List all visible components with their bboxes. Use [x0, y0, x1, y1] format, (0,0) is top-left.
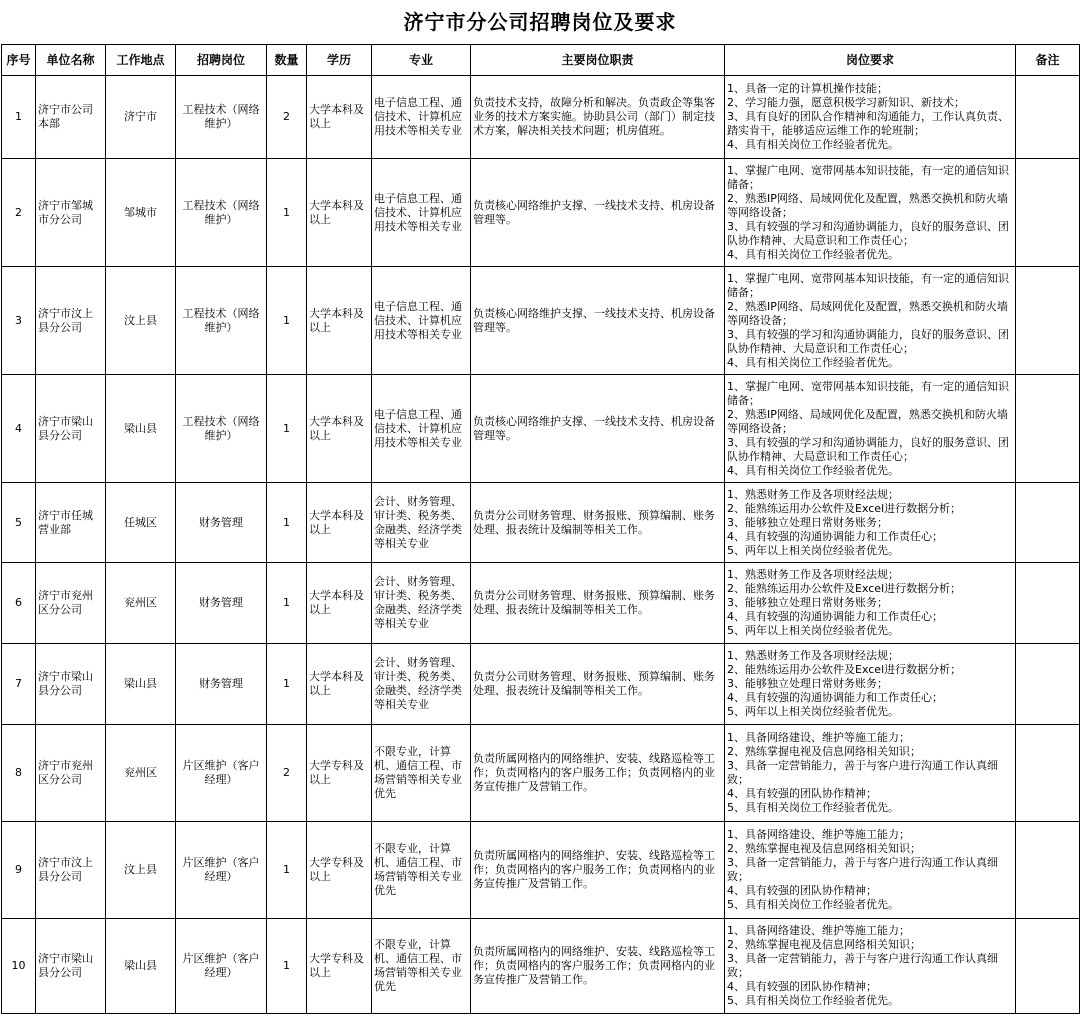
- cell-count: 1: [267, 267, 307, 375]
- cell-no: 9: [2, 822, 36, 919]
- cell-duties: 负责技术支持，故障分析和解决。负责政企等集客业务的技术方案实施。协助县公司（部门）制定技术方案，解决相关技术问题；机房值班。: [471, 76, 725, 159]
- requirement-item: 3、具有良好的团队合作精神和沟通能力，工作认真负责、踏实肯干，能够适应运维工作的轮班制；: [727, 110, 1009, 137]
- requirement-item: 5、具有相关岗位工作经验者优先。: [727, 898, 899, 911]
- cell-unit: 济宁市任城营业部: [36, 483, 106, 563]
- cell-note: [1016, 919, 1080, 1014]
- cell-major: 电子信息工程、通信技术、计算机应用技术等相关专业: [372, 267, 471, 375]
- header-major: 专业: [372, 45, 471, 76]
- cell-no: 3: [2, 267, 36, 375]
- cell-requirements: [725, 822, 1016, 919]
- cell-major: 电子信息工程、通信技术、计算机应用技术等相关专业: [372, 159, 471, 267]
- cell-location: 汶上县: [106, 267, 176, 375]
- cell-location: 梁山县: [106, 644, 176, 725]
- cell-unit: 济宁市梁山县分公司: [36, 644, 106, 725]
- cell-location: 梁山县: [106, 919, 176, 1014]
- cell-note: [1016, 76, 1080, 159]
- cell-duties: 负责核心网络维护支撑、一线技术支持、机房设备管理等。: [471, 159, 725, 267]
- cell-count: 1: [267, 919, 307, 1014]
- cell-duties: 负责分公司财务管理、财务报账、预算编制、账务处理、报表统计及编制等相关工作。: [471, 483, 725, 563]
- requirement-item: 1、掌握广电网、宽带网基本知识技能，有一定的通信知识储备；: [727, 379, 1009, 407]
- header-no: 序号: [2, 45, 36, 76]
- cell-location: 梁山县: [106, 375, 176, 483]
- requirement-item: 1、具备网络建设、维护等施工能力；: [727, 731, 910, 744]
- table-row: [2, 919, 1080, 1014]
- cell-note: [1016, 725, 1080, 822]
- cell-note: [1016, 822, 1080, 919]
- cell-requirements: [725, 375, 1016, 483]
- header-count: 数量: [267, 45, 307, 76]
- cell-education: 大学本科及以上: [307, 483, 372, 563]
- cell-education: 大学本科及以上: [307, 375, 372, 483]
- cell-location: 兖州区: [106, 563, 176, 644]
- cell-note: [1016, 483, 1080, 563]
- cell-education: 大学本科及以上: [307, 644, 372, 725]
- cell-education: 大学专科及以上: [307, 725, 372, 822]
- requirement-item: 3、具备一定营销能力，善于与客户进行沟通工作认真细致；: [727, 759, 998, 786]
- cell-major: 电子信息工程、通信技术、计算机应用技术等相关专业: [372, 375, 471, 483]
- cell-position: 财务管理: [176, 483, 267, 563]
- requirement-item: 4、具有相关岗位工作经验者优先。: [727, 138, 899, 151]
- header-education: 学历: [307, 45, 372, 76]
- requirement-item: 3、具有较强的学习和沟通协调能力，良好的服务意识、团队协作精神、大局意识和工作责任心；: [727, 435, 1009, 463]
- cell-count: 1: [267, 822, 307, 919]
- cell-duties: 负责核心网络维护支撑、一线技术支持、机房设备管理等。: [471, 267, 725, 375]
- recruitment-table: [1, 44, 1080, 1014]
- requirement-item: 2、熟悉IP网络、局域网优化及配置，熟悉交换机和防火墙等网络设备；: [727, 407, 1008, 435]
- header-requirements: 岗位要求: [725, 45, 1016, 76]
- cell-unit: 济宁市邹城市分公司: [36, 159, 106, 267]
- cell-note: [1016, 159, 1080, 267]
- cell-education: 大学本科及以上: [307, 563, 372, 644]
- requirement-item: 3、能够独立处理日常财务账务；: [727, 515, 888, 529]
- requirement-item: 3、具备一定营销能力，善于与客户进行沟通工作认真细致；: [727, 952, 998, 979]
- header-duties: 主要岗位职责: [471, 45, 725, 76]
- cell-no: 10: [2, 919, 36, 1014]
- requirement-item: 4、具有较强的沟通协调能力和工作责任心；: [727, 610, 943, 623]
- cell-location: 济宁市: [106, 76, 176, 159]
- requirement-item: 4、具有较强的团队协作精神；: [727, 884, 877, 897]
- cell-count: 1: [267, 159, 307, 267]
- requirement-item: 4、具有较强的团队协作精神；: [727, 980, 877, 993]
- cell-position: 工程技术（网络维护）: [176, 267, 267, 375]
- cell-count: 1: [267, 563, 307, 644]
- requirement-item: 5、两年以上相关岗位经验者优先。: [727, 624, 899, 637]
- requirement-item: 3、具备一定营销能力，善于与客户进行沟通工作认真细致；: [727, 856, 998, 883]
- cell-position: 工程技术（网络维护）: [176, 76, 267, 159]
- cell-duties: 负责所属网格内的网络维护、安装、线路巡检等工作；负责网格内的客户服务工作；负责网格内的业务宣传推广及营销工作。: [471, 822, 725, 919]
- requirement-item: 4、具有较强的沟通协调能力和工作责任心；: [727, 691, 943, 704]
- cell-count: 2: [267, 76, 307, 159]
- cell-major: 电子信息工程、通信技术、计算机应用技术等相关专业: [372, 76, 471, 159]
- cell-count: 1: [267, 375, 307, 483]
- cell-no: 7: [2, 644, 36, 725]
- cell-duties: 负责所属网格内的网络维护、安装、线路巡检等工作；负责网格内的客户服务工作；负责网格内的业务宣传推广及营销工作。: [471, 919, 725, 1014]
- cell-note: [1016, 563, 1080, 644]
- cell-requirements: [725, 644, 1016, 725]
- table-row: [2, 76, 1080, 159]
- requirement-item: 2、熟悉IP网络、局域网优化及配置，熟悉交换机和防火墙等网络设备；: [727, 191, 1008, 219]
- cell-position: 片区维护（客户经理）: [176, 725, 267, 822]
- cell-duties: 负责分公司财务管理、财务报账、预算编制、账务处理、报表统计及编制等相关工作。: [471, 563, 725, 644]
- requirement-item: 2、学习能力强，愿意积极学习新知识、新技术；: [727, 96, 965, 109]
- cell-no: 1: [2, 76, 36, 159]
- cell-position: 财务管理: [176, 563, 267, 644]
- cell-location: 兖州区: [106, 725, 176, 822]
- cell-major: 会计、财务管理、审计类、税务类、金融类、经济学类等相关专业: [372, 483, 471, 563]
- cell-no: 5: [2, 483, 36, 563]
- cell-note: [1016, 375, 1080, 483]
- cell-education: 大学专科及以上: [307, 919, 372, 1014]
- requirement-item: 5、具有相关岗位工作经验者优先。: [727, 801, 899, 814]
- cell-requirements: [725, 76, 1016, 159]
- cell-count: 1: [267, 483, 307, 563]
- requirement-item: 1、掌握广电网、宽带网基本知识技能，有一定的通信知识储备；: [727, 163, 1009, 191]
- cell-location: 汶上县: [106, 822, 176, 919]
- requirement-item: 1、熟悉财务工作及各项财经法规；: [727, 568, 899, 581]
- table-row: [2, 822, 1080, 919]
- requirement-item: 1、掌握广电网、宽带网基本知识技能，有一定的通信知识储备；: [727, 271, 1009, 299]
- cell-unit: 济宁市公司本部: [36, 76, 106, 159]
- requirement-item: 4、具有较强的团队协作精神；: [727, 787, 877, 800]
- requirement-item: 3、能够独立处理日常财务账务；: [727, 596, 888, 609]
- requirement-item: 2、熟练掌握电视及信息网络相关知识；: [727, 938, 921, 951]
- cell-unit: 济宁市梁山县分公司: [36, 919, 106, 1014]
- header-location: 工作地点: [106, 45, 176, 76]
- cell-count: 2: [267, 725, 307, 822]
- cell-count: 1: [267, 644, 307, 725]
- cell-requirements: [725, 919, 1016, 1014]
- cell-no: 6: [2, 563, 36, 644]
- requirement-item: 1、熟悉财务工作及各项财经法规；: [727, 649, 899, 662]
- header-note: 备注: [1016, 45, 1080, 76]
- cell-requirements: [725, 159, 1016, 267]
- page-title: 济宁市分公司招聘岗位及要求: [403, 10, 677, 34]
- cell-duties: 负责核心网络维护支撑、一线技术支持、机房设备管理等。: [471, 375, 725, 483]
- requirement-item: 2、能熟练运用办公软件及Excel进行数据分析；: [727, 663, 962, 676]
- cell-requirements: [725, 267, 1016, 375]
- cell-education: 大学本科及以上: [307, 267, 372, 375]
- requirement-item: 5、两年以上相关岗位经验者优先。: [727, 543, 899, 557]
- cell-position: 工程技术（网络维护）: [176, 375, 267, 483]
- header-unit: 单位名称: [36, 45, 106, 76]
- cell-requirements: [725, 725, 1016, 822]
- requirement-item: 5、两年以上相关岗位经验者优先。: [727, 705, 899, 718]
- cell-position: 工程技术（网络维护）: [176, 159, 267, 267]
- cell-duties: 负责分公司财务管理、财务报账、预算编制、账务处理、报表统计及编制等相关工作。: [471, 644, 725, 725]
- requirement-item: 2、熟悉IP网络、局域网优化及配置，熟悉交换机和防火墙等网络设备；: [727, 299, 1008, 327]
- table-row: [2, 375, 1080, 483]
- requirement-item: 4、具有相关岗位工作经验者优先。: [727, 247, 899, 261]
- cell-major: 不限专业，计算机、通信工程、市场营销等相关专业优先: [372, 919, 471, 1014]
- requirement-item: 2、熟练掌握电视及信息网络相关知识；: [727, 842, 921, 855]
- cell-requirements: [725, 483, 1016, 563]
- requirement-item: 2、能熟练运用办公软件及Excel进行数据分析；: [727, 501, 962, 515]
- requirement-item: 1、具备网络建设、维护等施工能力；: [727, 828, 910, 841]
- cell-education: 大学专科及以上: [307, 822, 372, 919]
- cell-no: 4: [2, 375, 36, 483]
- requirement-item: 1、具备一定的计算机操作技能；: [727, 82, 888, 95]
- table-row: [2, 267, 1080, 375]
- cell-position: 财务管理: [176, 644, 267, 725]
- cell-education: 大学本科及以上: [307, 159, 372, 267]
- cell-position: 片区维护（客户经理）: [176, 822, 267, 919]
- cell-note: [1016, 267, 1080, 375]
- requirement-item: 4、具有相关岗位工作经验者优先。: [727, 463, 899, 477]
- cell-education: 大学本科及以上: [307, 76, 372, 159]
- cell-major: 会计、财务管理、审计类、税务类、金融类、经济学类等相关专业: [372, 644, 471, 725]
- cell-note: [1016, 644, 1080, 725]
- cell-duties: 负责所属网格内的网络维护、安装、线路巡检等工作；负责网格内的客户服务工作；负责网格内的业务宣传推广及营销工作。: [471, 725, 725, 822]
- cell-location: 任城区: [106, 483, 176, 563]
- cell-unit: 济宁市汶上县分公司: [36, 267, 106, 375]
- cell-unit: 济宁市兖州区分公司: [36, 725, 106, 822]
- table-row: [2, 644, 1080, 725]
- requirement-item: 1、熟悉财务工作及各项财经法规；: [727, 487, 899, 501]
- cell-major: 不限专业，计算机、通信工程、市场营销等相关专业优先: [372, 822, 471, 919]
- cell-unit: 济宁市兖州区分公司: [36, 563, 106, 644]
- requirement-item: 5、具有相关岗位工作经验者优先。: [727, 994, 899, 1007]
- cell-unit: 济宁市汶上县分公司: [36, 822, 106, 919]
- requirement-item: 1、具备网络建设、维护等施工能力；: [727, 924, 910, 937]
- table-row: [2, 725, 1080, 822]
- cell-unit: 济宁市梁山县分公司: [36, 375, 106, 483]
- table-body: [2, 76, 1080, 1014]
- cell-location: 邹城市: [106, 159, 176, 267]
- table-row: [2, 563, 1080, 644]
- requirement-item: 4、具有相关岗位工作经验者优先。: [727, 355, 899, 369]
- cell-no: 2: [2, 159, 36, 267]
- cell-position: 片区维护（客户经理）: [176, 919, 267, 1014]
- requirement-item: 4、具有较强的沟通协调能力和工作责任心；: [727, 529, 943, 543]
- cell-requirements: [725, 563, 1016, 644]
- requirement-item: 3、能够独立处理日常财务账务；: [727, 677, 888, 690]
- requirement-item: 2、熟练掌握电视及信息网络相关知识；: [727, 745, 921, 758]
- header-position: 招聘岗位: [176, 45, 267, 76]
- table-row: [2, 159, 1080, 267]
- header-row: [2, 45, 1080, 76]
- cell-major: 不限专业，计算机、通信工程、市场营销等相关专业优先: [372, 725, 471, 822]
- requirement-item: 3、具有较强的学习和沟通协调能力，良好的服务意识、团队协作精神、大局意识和工作责任心；: [727, 219, 1009, 247]
- table-row: [2, 483, 1080, 563]
- requirement-item: 2、能熟练运用办公软件及Excel进行数据分析；: [727, 582, 962, 595]
- cell-major: 会计、财务管理、审计类、税务类、金融类、经济学类等相关专业: [372, 563, 471, 644]
- requirement-item: 3、具有较强的学习和沟通协调能力，良好的服务意识、团队协作精神、大局意识和工作责任心；: [727, 327, 1009, 355]
- cell-no: 8: [2, 725, 36, 822]
